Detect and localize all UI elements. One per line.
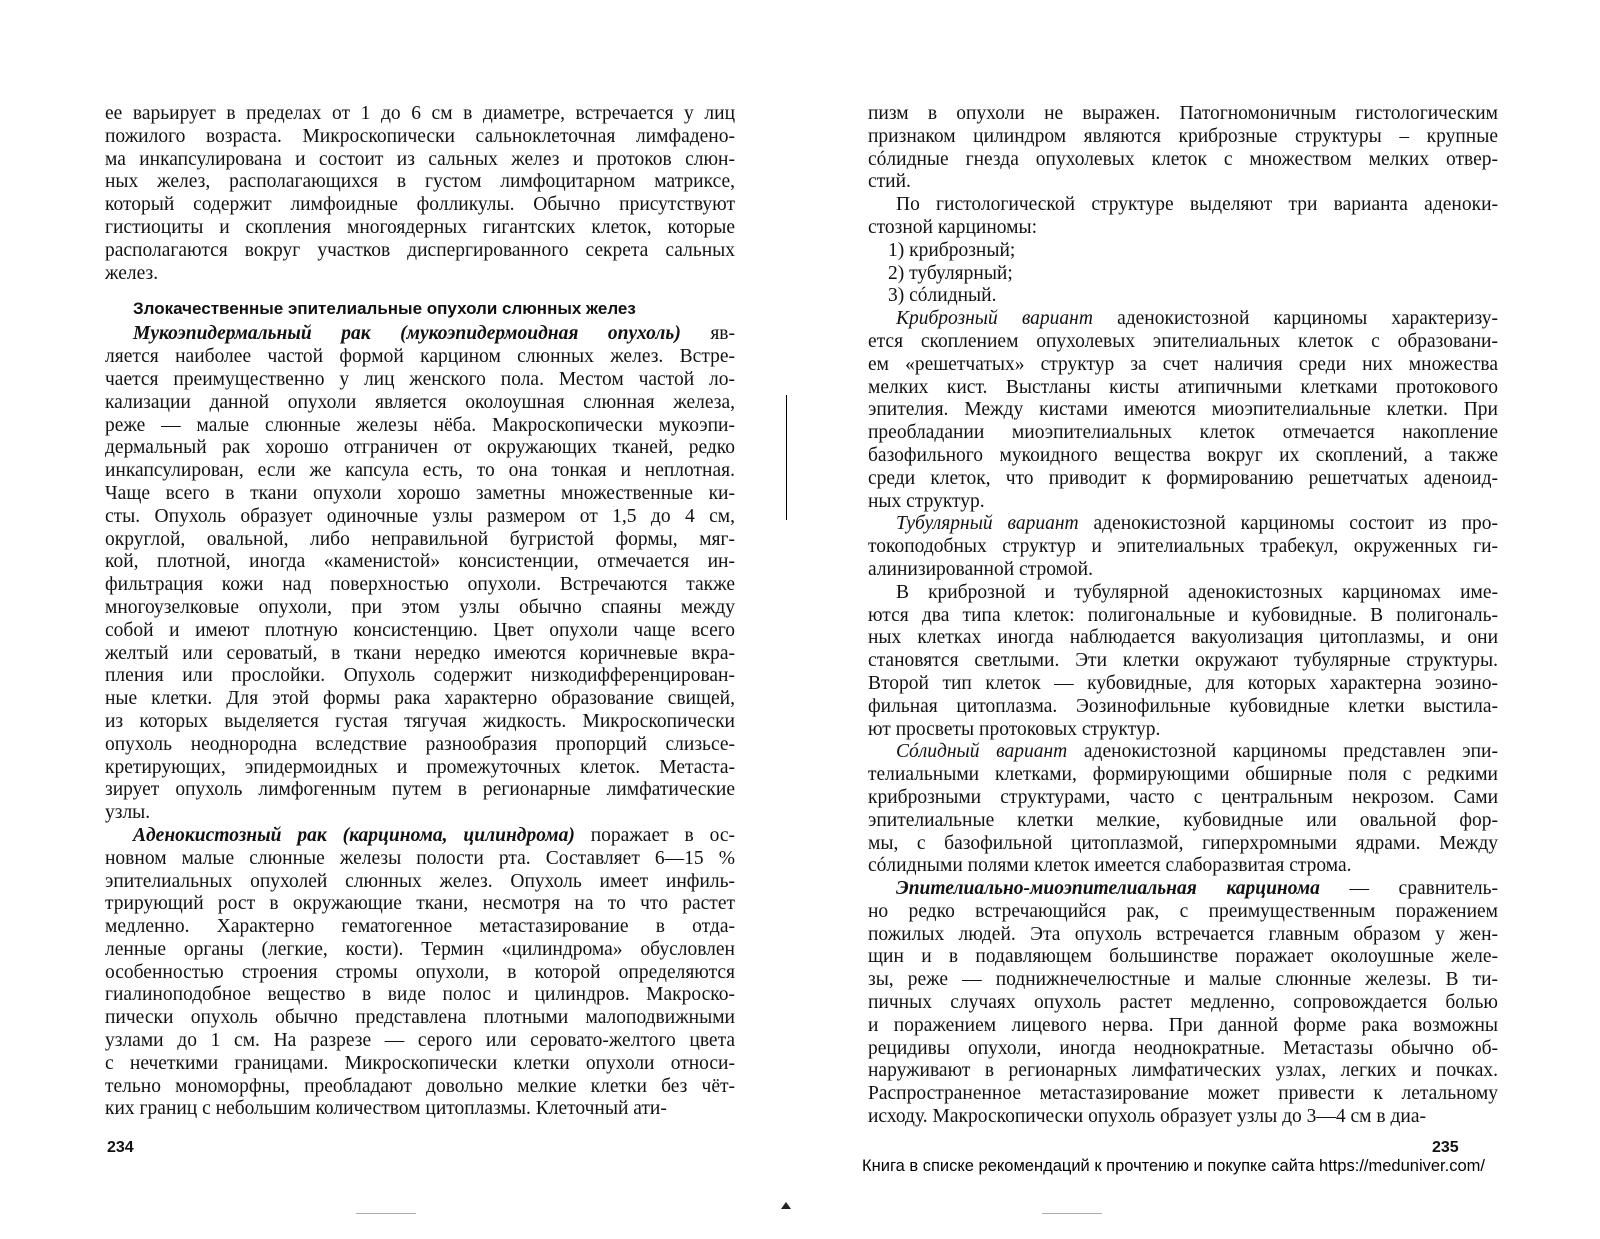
text-line: реже — малые слюнные железы нёба. Макроскопически мукоэпи- <box>105 414 735 436</box>
text-line: стий. <box>868 171 911 193</box>
text-line: среди клеток, что приводит к формированию решетчатых аденоид- <box>868 467 1498 489</box>
text-line: сóлидными полями клеток имеется слаборазвитая строма. <box>868 855 1352 877</box>
text-line: Эпителиально-миоэпителиальная карцинома — сравнитель- <box>896 878 1498 900</box>
text-line: гиалиноподобное вещество в виде полос и цилиндров. Макроско- <box>105 984 735 1006</box>
list-item: 1) криброзный; <box>888 239 1016 261</box>
section-heading: Злокачественные эпителиальные опухоли слюнных желез <box>133 299 636 319</box>
paragraph <box>868 194 1498 240</box>
text-line: узлами до 1 см. На разрезе — серого или серовато-желтого цвета <box>105 1030 735 1052</box>
paragraph <box>105 323 735 825</box>
paragraph <box>868 103 1498 194</box>
text-line: опухоль неоднородна вследствие разнообразия пропорций слизьсе- <box>105 733 735 755</box>
text-line: ных клетках иногда наблюдается вакуолизация цитоплазмы, и они <box>868 627 1498 649</box>
text-line: пизм в опухоли не выражен. Патогномоничным гистологическим <box>868 103 1498 124</box>
text-line: базофильного мукоидного вещества вокруг их скоплений, а также <box>868 444 1498 466</box>
text-line: Криброзный вариант аденокистозной карциномы характеризу- <box>896 308 1499 330</box>
text-line: Чаще всего в ткани опухоли хорошо заметны множественные ки- <box>105 482 735 504</box>
text-line: стозной карциномы: <box>868 216 1037 238</box>
text-line: инкапсулирован, если же капсула есть, то она тонкая и неплотная. <box>105 460 735 482</box>
text-line: кретирующих, эпидермоидных и промежуточных клеток. Метаста- <box>105 756 735 778</box>
variant-list <box>868 240 1498 308</box>
text-line: многоузелковые опухоли, при этом узлы обычно спаяны между <box>105 596 735 618</box>
text-line: ких границ с небольшим количеством цитоплазмы. Клеточный ати- <box>105 1098 667 1120</box>
text-line: В криброзной и тубулярной аденокистозных карциномах име- <box>896 581 1498 603</box>
text-line: пичных случаях опухоль растет медленно, сопровождается болью <box>868 992 1498 1014</box>
text-line: исходу. Макроскопически опухоль образует узлы до 3—4 см в диа- <box>868 1106 1426 1128</box>
text-line: мы, с базофильной цитоплазмой, гиперхромными ядрами. Между <box>868 832 1498 854</box>
text-line: медленно. Характерно гематогенное метастазирование в отда- <box>105 916 735 938</box>
text-line: дермальный рак хорошо отграничен от окружающих тканей, редко <box>105 437 735 459</box>
paragraph <box>868 308 1498 513</box>
text-line: пожилого возраста. Микроскопически сальноклеточная лимфадено- <box>105 125 735 147</box>
text-line: особенностью строения стромы опухоли, в которой определяются <box>105 961 735 983</box>
text-line: новном малые слюнные железы полости рта. Составляет 6—15 % <box>105 847 735 869</box>
paragraph <box>105 825 735 1121</box>
text-line: алинизированной стромой. <box>868 558 1093 580</box>
text-line: желез. <box>105 262 159 284</box>
text-line: округлой, овальной, либо неправильной бугристой формы, мяг- <box>105 528 735 550</box>
text-line: эпителиальных опухолей слюнных желез. Опухоль имеет инфиль- <box>105 870 735 892</box>
text-line: ются два типа клеток: полигональные и кубовидные. В полигональ- <box>868 604 1498 626</box>
page-number: 234 <box>107 1139 134 1156</box>
text-line: ее варьирует в пределах от 1 до 6 см в диаметре, встречается у лиц <box>105 103 735 124</box>
right-page <box>868 103 1498 1129</box>
left-page <box>105 103 735 1121</box>
text-line: Тубулярный вариант аденокистозной карциномы состоит из про- <box>896 513 1498 535</box>
text-line: гистиоциты и скопления многоядерных гигантских клеток, которые <box>105 216 735 238</box>
text-line: мелких кист. Выстланы кисты атипичными клетками протокового <box>868 376 1498 398</box>
paragraph <box>868 878 1498 1129</box>
text-line: пически опухоль обычно представлена плотными малоподвижными <box>105 1007 735 1029</box>
list-item: 3) сóлидный. <box>888 285 997 307</box>
text-line: Аденокистозный рак (карцинома, цилиндрома) поражает в ос- <box>133 824 735 846</box>
text-line: телиальными клетками, формирующими обширные поля с редкими <box>868 764 1498 786</box>
text-line: пления или прослойки. Опухоль содержит низкодифференцирован- <box>105 665 735 687</box>
text-line: Мукоэпидермальный рак (мукоэпидермоидная опухоль) яв- <box>133 323 735 345</box>
text-line: эпителия. Между кистами имеются миоэпителиальные клетки. При <box>868 399 1498 421</box>
text-line: По гистологической структуре выделяют три варианта аденоки- <box>896 194 1498 216</box>
footer-rule <box>1042 1213 1102 1214</box>
text-line: признаком цилиндром являются криброзные структуры – крупные <box>868 125 1498 147</box>
text-line: рецидивы опухоли, иногда неоднократные. Метастазы обычно об- <box>868 1037 1498 1059</box>
page-number: 235 <box>1432 1139 1459 1156</box>
text-line: ем «решетчатых» структур за счет наличия среди них множества <box>868 353 1498 375</box>
text-line: ные клетки. Для этой формы рака характерно образование свищей, <box>105 688 735 710</box>
text-line: ма инкапсулирована и состоит из сальных желез и протоков слюн- <box>105 148 735 170</box>
text-line: становятся светлыми. Эти клетки окружают тубулярные структуры. <box>868 650 1498 672</box>
watermark-text: Книга в списке рекомендаций к прочтению и покупке сайта https://meduniver.com/ <box>862 1157 1485 1175</box>
text-line: сты. Опухоль образует одиночные узлы размером от 1,5 до 4 см, <box>105 505 735 527</box>
gutter-line <box>786 395 787 520</box>
text-line: фильная цитоплазма. Эозинофильные кубовидные клетки выстила- <box>868 695 1498 717</box>
text-line: но редко встречающийся рак, с преимущественным поражением <box>868 900 1498 922</box>
text-line: ляется наиболее частой формой карцином слюнных желез. Встре- <box>105 346 735 368</box>
text-line: криброзными структурами, часто с центральным некрозом. Сами <box>868 786 1498 808</box>
paragraph <box>868 582 1498 742</box>
paragraph <box>868 513 1498 581</box>
text-line: кой, плотной, иногда «каменистой» консистенции, отмечается ин- <box>105 551 735 573</box>
text-line: токоподобных структур и эпителиальных трабекул, окруженных ги- <box>868 536 1498 558</box>
text-line: трирующий рост в окружающие ткани, несмотря на то что растет <box>105 893 735 915</box>
text-line: ется скоплением опухолевых эпителиальных клеток с образовани- <box>868 330 1498 352</box>
text-line: кализации данной опухоли является околоушная слюнная железа, <box>105 391 735 413</box>
text-line: чается преимущественно у лиц женского пола. Местом частой ло- <box>105 368 735 390</box>
text-line: ных структур. <box>868 490 985 512</box>
text-line: преобладании миоэпителиальных клеток отмечается накопление <box>868 422 1498 444</box>
text-line: располагаются вокруг участков диспергированного секрета сальных <box>105 239 735 261</box>
text-line: Второй тип клеток — кубовидные, для которых характерна эозино- <box>868 672 1498 694</box>
footer-rule <box>356 1213 416 1214</box>
text-line: фильтрация кожи над поверхностью опухоли. Встречаются также <box>105 574 735 596</box>
text-line: щин и в подавляющем большинстве поражает околоушные желе- <box>868 946 1498 968</box>
text-line: зы, реже — поднижнечелюстные и малые слюнные железы. В ти- <box>868 969 1498 991</box>
text-line: из которых выделяется густая тягучая жидкость. Микроскопически <box>105 710 735 732</box>
text-line: эпителиальные клетки мелкие, кубовидные или овальной фор- <box>868 809 1498 831</box>
text-line: пожилых людей. Эта опухоль встречается главным образом у жен- <box>868 923 1498 945</box>
text-line: Распространенное метастазирование может привести к летальному <box>868 1083 1498 1105</box>
paragraph <box>105 103 735 285</box>
list-item: 2) тубулярный; <box>888 262 1013 284</box>
text-line: узлы. <box>105 802 151 824</box>
text-line: который содержит лимфоидные фолликулы. Обычно присутствуют <box>105 194 735 216</box>
paragraph <box>868 741 1498 878</box>
text-line: с нечеткими границами. Микроскопически клетки опухоли относи- <box>105 1052 735 1074</box>
text-line: желтый или сероватый, в ткани нередко имеются коричневые вкра- <box>105 642 735 664</box>
text-line: тельно мономорфны, преобладают довольно мелкие клетки без чёт- <box>105 1075 735 1097</box>
text-line: наруживают в регионарных лимфатических узлах, легких и почках. <box>868 1060 1498 1082</box>
text-line: и поражением лицевого нерва. При данной форме рака возможны <box>868 1014 1498 1036</box>
gutter-mark <box>781 1202 791 1209</box>
text-line: сóлидные гнезда опухолевых клеток с множеством мелких отвер- <box>868 148 1498 170</box>
text-line: ных желез, располагающихся в густом лимфоцитарном матриксе, <box>105 171 735 193</box>
text-line: ленные органы (легкие, кости). Термин «цилиндрома» обусловлен <box>105 938 735 960</box>
text-line: ют просветы протоковых структур. <box>868 718 1161 740</box>
text-line: собой и имеют плотную консистенцию. Цвет опухоли чаще всего <box>105 619 735 641</box>
text-line: зирует опухоль лимфогенным путем в регионарные лимфатические <box>105 779 735 801</box>
text-line: Сóлидный вариант аденокистозной карциномы представлен эпи- <box>896 741 1498 763</box>
